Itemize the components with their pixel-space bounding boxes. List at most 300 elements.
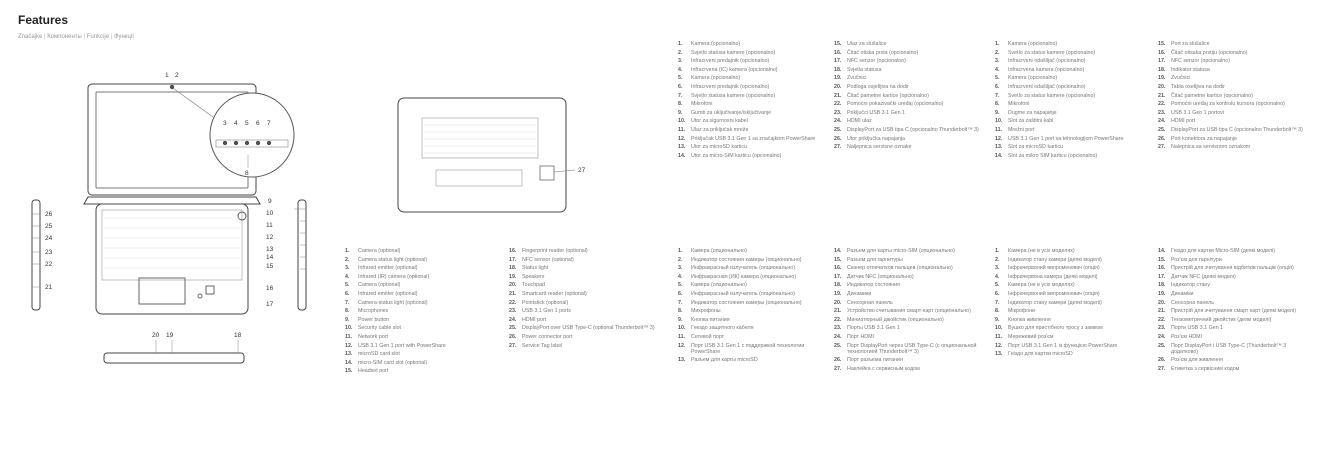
callout-23: 23	[45, 249, 53, 256]
legend-label: Camera-status light (optional)	[358, 299, 428, 306]
legend-label: Port konektora za napajanje	[1171, 135, 1237, 142]
legend-item	[834, 67, 984, 73]
callout-12: 12	[266, 234, 274, 241]
legend-item	[834, 357, 984, 363]
legend-label: Гніздо для картки Micro-SIM (деякі моделі)	[1171, 248, 1275, 254]
legend-label: Вушко для пристібного тросу з замком	[1008, 325, 1103, 332]
legend-item	[678, 282, 828, 288]
legend-item	[678, 84, 828, 90]
legend-label: DisplayPort za USB tipa C (opcionalno Thunderbolt™ 3)	[1171, 126, 1303, 133]
legend-slovenian-1	[995, 41, 1150, 161]
legend-number: 22.	[509, 299, 517, 306]
page-title: Features	[18, 13, 69, 27]
legend-number: 21.	[834, 308, 842, 315]
legend-item	[1158, 282, 1313, 288]
subtitle-croatian: Značajke	[18, 34, 43, 40]
legend-label: Порт DisplayPort через USB Type-C (с опциональной технологией Thunderbolt™ 3)	[847, 342, 977, 355]
legend-item	[1158, 118, 1313, 124]
legend-label: Инфракрасный излучатель (опционально)	[691, 265, 795, 272]
legend-label: Кнопка питания	[691, 316, 730, 323]
legend-label: Інфрачервоний випромінювач (опція)	[1008, 265, 1100, 272]
hinge	[84, 197, 260, 204]
keyboard	[102, 210, 242, 280]
legend-number: 27.	[834, 144, 842, 151]
legend-number: 1.	[995, 41, 1000, 47]
legend-label: Svjetla statusa	[847, 66, 882, 73]
legend-label: HDMI port	[1171, 118, 1196, 125]
legend-number: 4.	[995, 273, 1000, 280]
legend-label: Камера (не в усіх моделях)	[1008, 248, 1075, 254]
legend-number: 17.	[834, 273, 842, 280]
front-edge-profile	[104, 353, 244, 363]
legend-item	[1158, 50, 1313, 56]
legend-item	[834, 366, 984, 372]
legend-number: 13.	[678, 144, 686, 151]
legend-item	[995, 84, 1150, 90]
legend-number: 22.	[834, 101, 842, 108]
legend-number: 6.	[345, 290, 350, 297]
legend-item	[995, 75, 1150, 81]
legend-label: Svetlo za status kamere (opcionalno)	[1008, 49, 1096, 56]
legend-item	[509, 343, 659, 349]
legend-number: 25.	[1158, 126, 1166, 133]
legend-item	[995, 93, 1150, 99]
legend-label: NFC senzor (opcionalno)	[847, 58, 906, 65]
separator: |	[110, 34, 114, 40]
legend-number: 7.	[678, 299, 683, 306]
legend-item	[995, 257, 1150, 263]
legend-label: Ulaz za slušalice	[847, 41, 887, 47]
callout-4: 4	[234, 120, 238, 127]
legend-item	[995, 265, 1150, 271]
legend-item	[834, 93, 984, 99]
callout-22: 22	[45, 261, 53, 268]
legend-item	[995, 127, 1150, 133]
legend-item	[995, 58, 1150, 64]
legend-number: 26.	[834, 135, 842, 142]
legend-item	[995, 144, 1150, 150]
legend-label: Индикатор состояния	[847, 282, 901, 289]
legend-label: Security cable slot	[358, 325, 401, 332]
legend-number: 19.	[834, 290, 842, 297]
legend-label: Infracrvena (IC) kamera (opcionalno)	[691, 66, 778, 73]
legend-label: Network port	[358, 333, 389, 340]
legend-number: 9.	[345, 316, 350, 323]
legend-label: Kamera (opcionalno)	[1008, 75, 1058, 82]
legend-label: Slot za zaštitni kabl	[1008, 118, 1054, 125]
legend-item	[834, 248, 984, 254]
legend-item	[678, 291, 828, 297]
legend-number: 6.	[678, 290, 683, 297]
legend-label: Роз'єм для гарнітури	[1171, 256, 1222, 263]
legend-number: 27.	[1158, 365, 1166, 372]
legend-item	[995, 334, 1150, 340]
legend-number: 5.	[678, 75, 683, 82]
legend-number: 15.	[345, 368, 353, 375]
legend-number: 22.	[1158, 316, 1166, 323]
legend-number: 14.	[1158, 248, 1166, 254]
legend-number: 6.	[678, 83, 683, 90]
legend-label: Camera (optional)	[358, 248, 401, 254]
legend-label: USB 3.1 Gen 1 port sa tehnologijom PowerShare	[1008, 135, 1124, 142]
legend-label: Port za slušalice	[1171, 41, 1210, 47]
legend-label: Пристрій для зчитування відбитків пальців (опція)	[1171, 265, 1294, 272]
legend-item	[678, 334, 828, 340]
legend-label: Svetlo za status kamere (opcionalno)	[1008, 92, 1096, 99]
legend-english-1	[345, 248, 503, 377]
legend-label: microSD card slot	[358, 351, 400, 358]
legend-label: Kamera (opcionalno)	[1008, 41, 1058, 47]
legend-number: 2.	[995, 49, 1000, 56]
legend-item	[678, 75, 828, 81]
legend-label: Разъем для гарнитуры	[847, 256, 903, 263]
legend-label: Čitač pametne kartice (opcionalno)	[847, 92, 929, 99]
legend-item	[509, 325, 659, 331]
legend-label: Наклейка с сервисным кодом	[847, 365, 920, 372]
callout-5: 5	[245, 120, 249, 127]
legend-number: 15.	[1158, 256, 1166, 263]
legend-label: Порт USB 3.1 Gen 1 с поддержкой технологии PowerShare	[691, 342, 805, 355]
legend-label: Čitač pametne kartice (opcionalno)	[1171, 92, 1253, 99]
legend-number: 11.	[678, 126, 686, 133]
legend-number: 8.	[678, 101, 683, 108]
legend-item	[345, 334, 503, 340]
legend-number: 5.	[995, 282, 1000, 289]
legend-label: Порт HDMI	[847, 333, 875, 340]
legend-number: 11.	[345, 333, 353, 340]
legend-item	[345, 300, 503, 306]
legend-label: USB 3.1 Gen 1 port with PowerShare	[358, 342, 446, 349]
callout-18: 18	[234, 332, 242, 339]
legend-item	[834, 58, 984, 64]
legend-label: Infracrvena kamera (opcionalno)	[1008, 66, 1085, 73]
legend-item	[509, 317, 659, 323]
legend-item	[995, 50, 1150, 56]
legend-label: Пристрій для зчитування смарт карт (деякі моделі)	[1171, 308, 1296, 315]
callout-20: 20	[152, 332, 160, 339]
legend-number: 9.	[995, 109, 1000, 116]
legend-number: 22.	[1158, 101, 1166, 108]
legend-label: Гніздо для картки microSD	[1008, 351, 1073, 358]
legend-item	[995, 282, 1150, 288]
legend-item	[509, 291, 659, 297]
legend-label: Інфрачервона камера (деякі моделі)	[1008, 273, 1098, 280]
legend-item	[678, 110, 828, 116]
legend-item	[345, 308, 503, 314]
legend-number: 2.	[995, 256, 1000, 263]
legend-number: 8.	[995, 308, 1000, 315]
legend-label: Порт разъема питания	[847, 357, 903, 364]
legend-label: USB 3.1 Gen 1 ports	[522, 308, 571, 315]
legend-item	[1158, 291, 1313, 297]
laptop-base	[96, 204, 248, 314]
legend-label: Індикатор стану камери (деякі моделі)	[1008, 299, 1102, 306]
callout-2: 2	[175, 72, 179, 79]
legend-number: 1.	[995, 248, 1000, 254]
legend-number: 27.	[1158, 144, 1166, 151]
legend-label: Мікрофони	[1008, 308, 1035, 315]
legend-item	[995, 325, 1150, 331]
legend-item	[345, 257, 503, 263]
legend-item	[678, 67, 828, 73]
left-side-profile	[32, 200, 40, 310]
legend-item	[834, 144, 984, 150]
legend-label: Naljepnica servisne oznake	[847, 144, 912, 151]
subtitle-ukrainian: Функції	[114, 34, 134, 40]
legend-item	[1158, 67, 1313, 73]
legend-label: Priključci USB 3.1 Gen 1	[847, 109, 905, 116]
legend-item	[1158, 84, 1313, 90]
legend-item	[1158, 308, 1313, 314]
callout-9: 9	[268, 198, 272, 205]
legend-label: Мережевий роз'єм	[1008, 333, 1054, 340]
legend-label: Slot za mikro SIM karticu (opcionalno)	[1008, 152, 1098, 159]
legend-item	[995, 308, 1150, 314]
legend-number: 26.	[1158, 357, 1166, 364]
legend-label: Utor za microSD karticu	[691, 144, 747, 151]
callout-10: 10	[266, 210, 274, 217]
legend-item	[678, 118, 828, 124]
legend-item	[995, 248, 1150, 254]
legend-item	[678, 274, 828, 280]
legend-item	[995, 317, 1150, 323]
legend-number: 25.	[509, 325, 517, 332]
callout-25: 25	[45, 223, 53, 230]
legend-number: 4.	[678, 66, 683, 73]
callout-1: 1	[165, 72, 169, 79]
legend-number: 19.	[834, 75, 842, 82]
legend-item	[1158, 265, 1313, 271]
legend-number: 11.	[678, 333, 686, 340]
legend-number: 14.	[345, 359, 353, 366]
legend-number: 23.	[834, 109, 842, 116]
legend-number: 9.	[995, 316, 1000, 323]
legend-number: 14.	[995, 152, 1003, 159]
legend-number: 18.	[834, 66, 842, 73]
legend-number: 6.	[995, 290, 1000, 297]
legend-label: Устройство считывания смарт-карт (опционально)	[847, 308, 971, 315]
legend-label: Priključak USB 3.1 Gen 1 sa značajkom PowerShare	[691, 135, 816, 142]
legend-item	[834, 110, 984, 116]
legend-number: 20.	[509, 282, 517, 289]
legend-label: Infrared (IR) camera (optional)	[358, 273, 430, 280]
legend-number: 16.	[1158, 265, 1166, 272]
legend-number: 11.	[995, 333, 1003, 340]
legend-label: Fingerprint reader (optional)	[522, 248, 588, 254]
legend-label: Mikrofoni	[1008, 101, 1030, 108]
legend-label: Індикатор стану камери (деякі моделі)	[1008, 256, 1102, 263]
legend-number: 16.	[509, 248, 517, 254]
legend-number: 23.	[1158, 325, 1166, 332]
legend-number: 9.	[678, 316, 683, 323]
legend-item	[1158, 41, 1313, 47]
legend-item	[995, 153, 1150, 159]
legend-item	[678, 101, 828, 107]
legend-slovenian-2	[1158, 41, 1313, 153]
legend-item	[834, 41, 984, 47]
legend-item	[995, 41, 1150, 47]
legend-number: 21.	[1158, 92, 1166, 99]
legend-number: 19.	[1158, 290, 1166, 297]
legend-item	[509, 282, 659, 288]
bottom-vent-lower	[436, 170, 522, 186]
callout-3: 3	[223, 120, 227, 127]
legend-number: 14.	[834, 248, 842, 254]
legend-item	[678, 153, 828, 159]
legend-number: 20.	[1158, 83, 1166, 90]
legend-number: 23.	[1158, 109, 1166, 116]
legend-number: 21.	[1158, 308, 1166, 315]
legend-number: 10.	[678, 325, 686, 332]
legend-item	[678, 93, 828, 99]
legend-russian-1	[678, 248, 828, 366]
legend-label: DisplayPort za USB tipa C (opcionalno Thunderbolt™ 3)	[847, 126, 979, 133]
legend-number: 17.	[509, 256, 517, 263]
bottom-case	[398, 98, 566, 212]
legend-number: 10.	[995, 118, 1003, 125]
legend-item	[1158, 144, 1313, 150]
legend-label: Датчик NFC (опционально)	[847, 273, 914, 280]
legend-label: Ulaz za priključak mreže	[691, 126, 749, 133]
callout-27: 27	[578, 167, 586, 174]
legend-item	[1158, 343, 1313, 356]
legend-number: 3.	[678, 265, 683, 272]
legend-item	[678, 325, 828, 331]
legend-number: 12.	[995, 342, 1003, 349]
legend-item	[834, 274, 984, 280]
callout-21: 21	[45, 284, 53, 291]
legend-item	[995, 300, 1150, 306]
legend-item	[834, 75, 984, 81]
legend-label: Kamera (opcionalno)	[691, 75, 741, 82]
legend-item	[995, 351, 1150, 357]
legend-number: 24.	[1158, 118, 1166, 125]
legend-number: 20.	[1158, 299, 1166, 306]
legend-label: Utor priključka napajanja	[847, 135, 906, 142]
legend-number: 21.	[509, 290, 517, 297]
camera-zoom-callout	[210, 93, 294, 177]
legend-number: 18.	[1158, 282, 1166, 289]
legend-item	[995, 67, 1150, 73]
legend-item	[678, 136, 828, 142]
legend-label: Kamera (opcionalno)	[691, 41, 741, 47]
callout-11: 11	[266, 222, 273, 229]
legend-number: 8.	[995, 101, 1000, 108]
legend-number: 12.	[678, 342, 686, 349]
legend-item	[1158, 317, 1313, 323]
legend-label: Камера (не в усіх моделях)	[1008, 282, 1075, 289]
legend-number: 2.	[345, 256, 350, 263]
legend-label: Pomoćni uređaj za kontrolu kursora (opcionalno)	[1171, 101, 1285, 108]
legend-number: 15.	[1158, 41, 1166, 47]
legend-number: 1.	[678, 41, 683, 47]
legend-number: 15.	[834, 256, 842, 263]
legend-label: Infracrveni odašiljač (opcionalno)	[1008, 83, 1086, 90]
legend-label: Индикатор состояния камеры (опционально)	[691, 299, 802, 306]
legend-label: Миниатюрный джойстик (опционально)	[847, 316, 944, 323]
legend-item	[1158, 334, 1313, 340]
legend-item	[995, 291, 1150, 297]
legend-number: 17.	[1158, 58, 1166, 65]
legend-number: 14.	[678, 152, 686, 159]
legend-label: Camera status light (optional)	[358, 256, 428, 263]
legend-label: Mrežni port	[1008, 126, 1035, 133]
legend-number: 4.	[345, 273, 350, 280]
legend-item	[678, 265, 828, 271]
legend-number: 1.	[678, 248, 683, 254]
subtitle-russian: Компоненты	[47, 34, 82, 40]
legend-label: Інфрачервоний випромінювач (опція)	[1008, 290, 1100, 297]
legend-item	[834, 50, 984, 56]
legend-number: 13.	[995, 351, 1003, 358]
legend-number: 4.	[995, 66, 1000, 73]
legend-item	[995, 101, 1150, 107]
legend-number: 7.	[995, 299, 1000, 306]
legend-item	[509, 274, 659, 280]
legend-label: Infracrveni predajnik (opcionalno)	[691, 83, 770, 90]
legend-item	[834, 291, 984, 297]
legend-item	[834, 127, 984, 133]
separator: |	[44, 34, 48, 40]
legend-label: Headset port	[358, 368, 389, 375]
callout-7: 7	[267, 120, 271, 127]
legend-label: Порты USB 3.1 Gen 1	[847, 325, 900, 332]
legend-number: 5.	[345, 282, 350, 289]
legend-number: 4.	[678, 273, 683, 280]
fingerprint-reader	[206, 286, 214, 294]
legend-number: 12.	[345, 342, 353, 349]
legend-label: Роз'єм для живлення	[1171, 357, 1223, 364]
legend-number: 25.	[1158, 342, 1166, 349]
legend-number: 12.	[995, 135, 1003, 142]
callout-26: 26	[45, 211, 53, 218]
legend-number: 26.	[509, 333, 517, 340]
legend-item	[1158, 325, 1313, 331]
legend-number: 24.	[834, 333, 842, 340]
subtitle-slovenian: Funkcije	[86, 34, 110, 40]
legend-label: Slot za microSD karticu	[1008, 144, 1064, 151]
callout-15: 15	[266, 263, 274, 270]
legend-number: 3.	[995, 265, 1000, 272]
legend-number: 2.	[678, 49, 683, 56]
legend-item	[1158, 136, 1313, 142]
legend-number: 5.	[995, 75, 1000, 82]
legend-number: 10.	[345, 325, 353, 332]
legend-item	[509, 334, 659, 340]
legend-number: 27.	[834, 365, 842, 372]
legend-number: 20.	[834, 83, 842, 90]
right-side-profile	[298, 200, 306, 310]
legend-item	[678, 317, 828, 323]
legend-label: Сенсорная панель	[847, 299, 893, 306]
legend-label: Microphones	[358, 308, 389, 315]
legend-number: 6.	[995, 83, 1000, 90]
legend-label: Service Tag label	[522, 342, 563, 349]
legend-item	[345, 291, 503, 297]
legend-item	[834, 317, 984, 323]
legend-item	[995, 118, 1150, 124]
legend-label: Infracrveni odašiljač (opcionalno)	[1008, 58, 1086, 65]
legend-label: DisplayPort over USB Type-C (optional Thunderbolt™ 3)	[522, 325, 655, 332]
legend-label: Порт USB 3.1 Gen 1 із функцією PowerShare	[1008, 342, 1118, 349]
legend-label: Utor za sigurnosni kabel	[691, 118, 748, 125]
legend-number: 13.	[345, 351, 353, 358]
legend-item	[345, 351, 503, 357]
legend-number: 8.	[345, 308, 350, 315]
legend-item	[834, 325, 984, 331]
legend-item	[345, 360, 503, 366]
legend-item	[1158, 248, 1313, 254]
